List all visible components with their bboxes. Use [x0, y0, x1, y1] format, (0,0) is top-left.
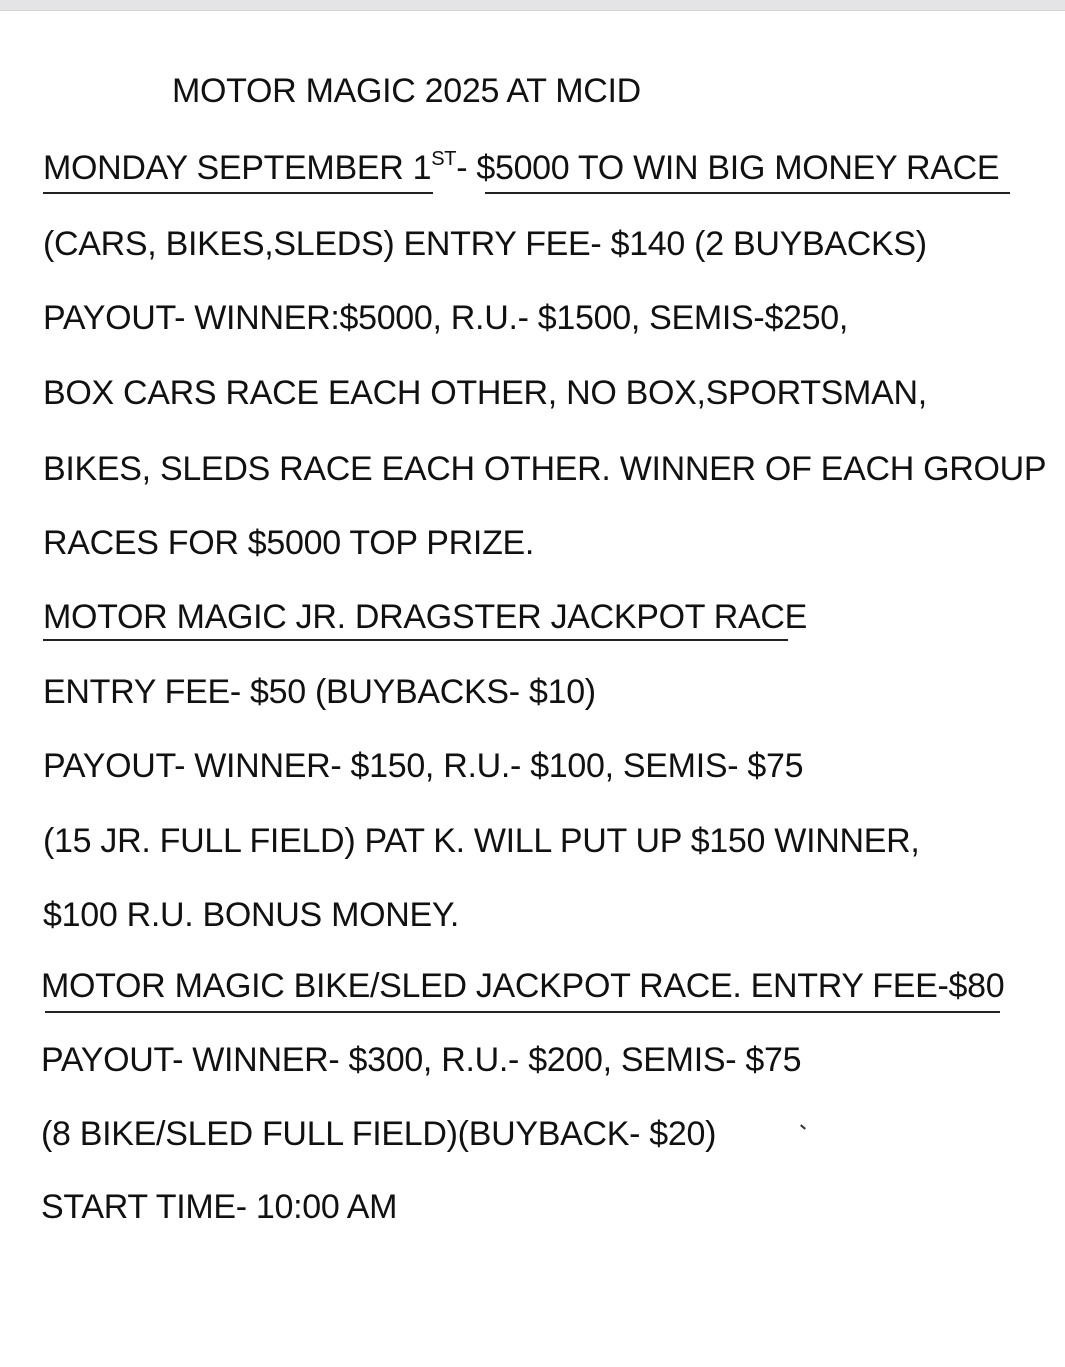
- big-money-date-underline: [43, 192, 433, 194]
- big-money-line: (CARS, BIKES,SLEDS) ENTRY FEE- $140 (2 BUYBACKS): [43, 225, 927, 263]
- big-money-line: BOX CARS RACE EACH OTHER, NO BOX,SPORTSMAN,: [43, 374, 927, 412]
- jr-dragster-line: (15 JR. FULL FIELD) PAT K. WILL PUT UP $150 WINNER,: [43, 822, 920, 860]
- window-top-bar: [0, 0, 1065, 11]
- jr-dragster-underline: [43, 639, 788, 641]
- big-money-headline-underline: [485, 192, 1010, 194]
- bike-sled-heading: MOTOR MAGIC BIKE/SLED JACKPOT RACE. ENTRY FEE-$80: [41, 967, 1005, 1005]
- big-money-date: MONDAY SEPTEMBER 1: [43, 149, 432, 187]
- jr-dragster-heading: MOTOR MAGIC JR. DRAGSTER JACKPOT RACE: [43, 598, 808, 636]
- bike-sled-line: PAYOUT- WINNER- $300, R.U.- $200, SEMIS- $75: [41, 1041, 802, 1079]
- jr-dragster-line: ENTRY FEE- $50 (BUYBACKS- $10): [43, 673, 596, 711]
- big-money-line: RACES FOR $5000 TOP PRIZE.: [43, 524, 535, 562]
- start-time: START TIME- 10:00 AM: [41, 1188, 398, 1226]
- stray-pen-mark: [800, 1124, 806, 1129]
- jr-dragster-line: $100 R.U. BONUS MONEY.: [43, 896, 460, 934]
- big-money-heading: [43, 148, 999, 193]
- big-money-line: BIKES, SLEDS RACE EACH OTHER. WINNER OF EACH GROUP: [43, 450, 1047, 488]
- bike-sled-line: (8 BIKE/SLED FULL FIELD)(BUYBACK- $20): [41, 1115, 717, 1153]
- big-money-line: PAYOUT- WINNER:$5000, R.U.- $1500, SEMIS-$250,: [43, 299, 849, 337]
- big-money-headline: $5000 TO WIN BIG MONEY RACE: [476, 149, 1000, 187]
- date-ordinal-suffix: ST: [431, 148, 457, 170]
- heading-dash: -: [456, 149, 477, 187]
- page-title: MOTOR MAGIC 2025 AT MCID: [172, 72, 641, 110]
- jr-dragster-line: PAYOUT- WINNER- $150, R.U.- $100, SEMIS- $75: [43, 747, 804, 785]
- bike-sled-underline: [45, 1011, 1000, 1013]
